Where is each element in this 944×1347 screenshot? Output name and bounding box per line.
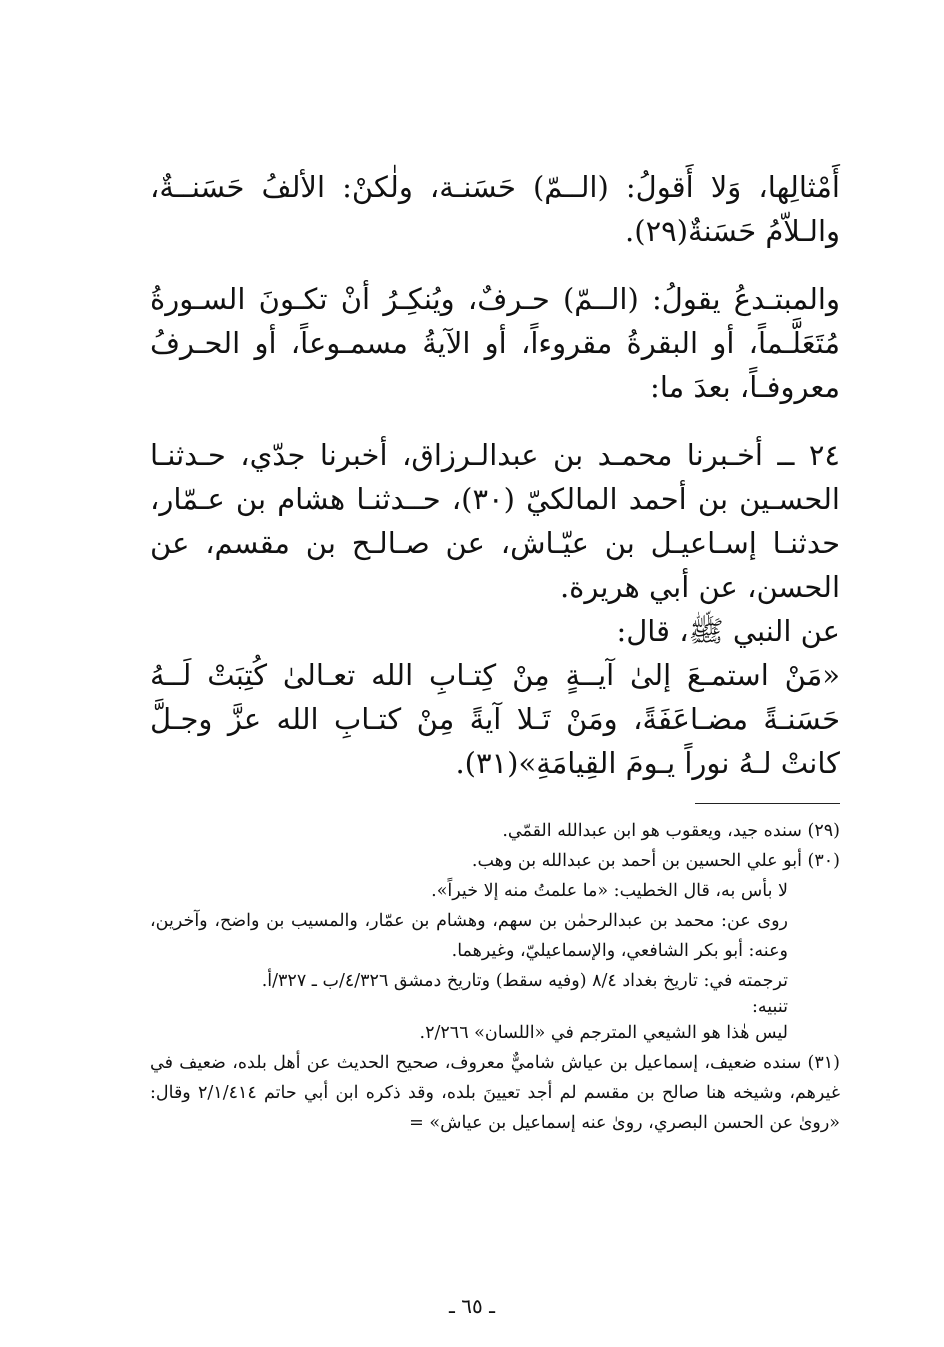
main-text (150, 165, 840, 785)
footnote-30-grade: لا بأس به، قال الخطيب: «ما علمتُ منه إلا خيراً». (431, 881, 788, 901)
footnote-31: (٣١) سنده ضعيف، إسماعيل بن عياش شاميٌّ معروف، صحيح الحديث عن أهل بلده، ضعيف في غيرهم، وشيخه هنا صالح بن مقسم لم أجد تعيينَ بلده، وقد ذكره ابن أبي حاتم ٢/١/٤١٤ وقال: «روىٰ عن الحسن البصري، روىٰ عنه إسماعيل بن عياش» = (150, 1053, 840, 1133)
paragraph-2: والمبتـدعُ يقولُ: (الــمّ) حـرفٌ، ويُنكِـرُ أنْ تكـونَ السـورةُ مُتَعَلَّـماً، أو البقرةُ مقروءاً، أو الآيةُ مسمـوعاً، أو الحـرفُ معروفـاً، بعدَ ما: (150, 282, 840, 404)
page-body (150, 165, 840, 1138)
page-number: ـ ٦٥ ـ (449, 1294, 495, 1318)
footnote-30: (٣٠) أبو علي الحسين بن أحمد بن عبدالله بن وهب. (471, 851, 840, 871)
footnote-divider (695, 803, 840, 804)
footnote-30-note-label: تنبيه: (752, 997, 788, 1017)
paragraph-1: أَمْثالِها، وَلا أَقولُ: (الــمّ) حَسَنـة، ولٰكنْ: الألفُ حَسَنــةٌ، والـلاّمُ حَسَنةٌ(٢٩). (150, 170, 840, 248)
footnotes (150, 816, 840, 1138)
hadith-text: «مَنْ استمـعَ إلىٰ آيــةٍ مِنْ كِتـابِ الله تعـالىٰ كُتِبَتْ لَــهُ حَسَنـةً مضـاعَفَةً، ومَنْ تَـلا آيةً مِنْ كتـابِ الله عزَّ وجـلَّ كانتْ لـهُ نوراً يـومَ القِيامَةِ»(٣١). (150, 658, 840, 780)
hadith-intro: عن النبي ﷺ، قال: (616, 614, 840, 648)
footnote-30-note: ليس هٰذا هو الشيعي المترجم في «اللسان» ٢/٢٦٦. (419, 1023, 788, 1043)
footnote-30-narrators: روى عن: محمد بن عبدالرحمٰن بن سهم، وهشام بن عمّار، والمسيب بن واضح، وآخرين، وعنه: أبو بكر الشافعي، والإسماعيليّ، وغيرهما. (150, 911, 788, 961)
hadith-isnad: ٢٤ ــ أخـبرنا محمـد بن عبدالـرزاق، أخبرنا جدّي، حـدثنـا الحسـين بن أحمد المالكيّ (٣٠)، حــدثنـا هشام بن عـمّار، حدثنـا إسـاعيـل بن عيّـاش، عن صـالـح بن مقسم، عن الحسن، عن أبي هريرة. (150, 438, 840, 604)
footnote-29: (٢٩) سنده جيد، ويعقوب هو ابن عبدالله القمّي. (502, 821, 840, 841)
footnote-30-sources: ترجمته في: تاريخ بغداد ٨/٤ (وفيه سقط) وتاريخ دمشق ٤/٣٢٦/ب ـ ٣٢٧/أ. (261, 971, 788, 991)
